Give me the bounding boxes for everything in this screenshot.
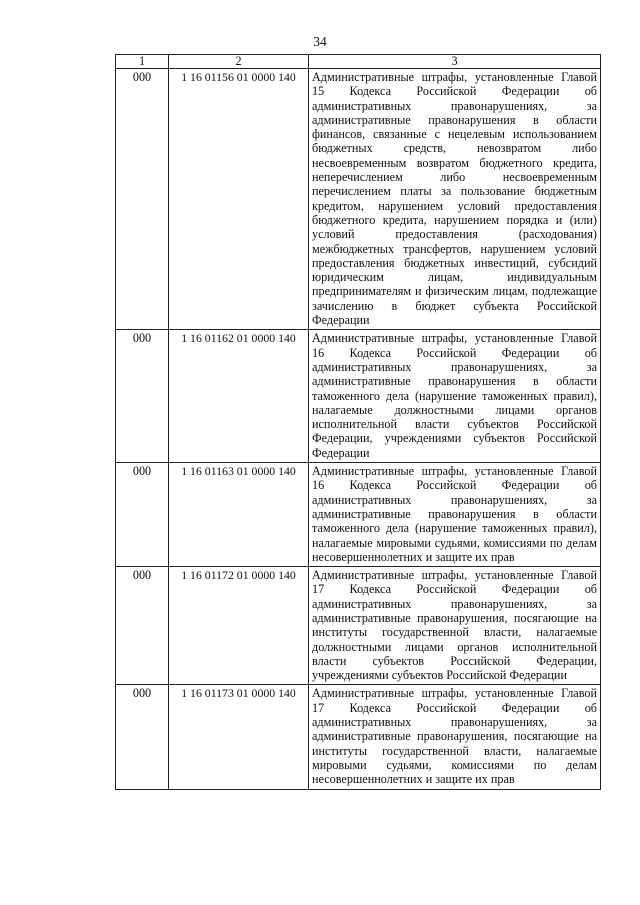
table-row [116,69,601,330]
description-text: Административные штрафы, установленные Главой 16 Кодекса Российской Федерации об административных правонарушениях, за административные правонарушения в области таможенного дела (нарушение таможенных правил), налагаемые должностными лицами органов исполнительной власти субъектов Российской Федерации, учреждениями субъектов Российской Федерации [312,331,597,460]
kbk-code-cell: 1 16 01173 01 0000 140 [169,685,309,789]
description-cell [309,685,601,789]
description-text: Административные штрафы, установленные Главой 15 Кодекса Российской Федерации об административных правонарушениях, за административные правонарушения в области финансов, связанные с нецелевым использованием бюджетных средств, невозвратом либо несвоевременным возвратом бюджетного кредита, неперечислением либо несвоевременным перечислением платы за пользование бюджетным кредитом, нарушением условий предоставления бюджетного кредита, нарушением порядка и (или) условий предоставления (расходования) межбюджетных трансфертов, нарушением условий предоставления бюджетных инвестиций, субсидий юридическим лицам, индивидуальным предпринимателям и физическим лицам, подлежащие зачислению в бюджет субъекта Российской Федерации [312,70,597,328]
kbk-code-cell: 1 16 01162 01 0000 140 [169,330,309,463]
kbk-code-cell: 1 16 01172 01 0000 140 [169,567,309,685]
description-cell [309,330,601,463]
column-header-2: 2 [169,55,309,69]
description-text: Административные штрафы, установленные Главой 16 Кодекса Российской Федерации об административных правонарушениях, за административные правонарушения в области таможенного дела (нарушение таможенных правил), налагаемые мировыми судьями, комиссиями по делам несовершеннолетних и защите их прав [312,464,597,564]
description-text: Административные штрафы, установленные Главой 17 Кодекса Российской Федерации об административных правонарушениях, за административные правонарушения, посягающие на институты государственной власти, налагаемые должностными лицами органов исполнительной власти субъектов Российской Федерации, учреждениями субъектов Российской Федерации [312,568,597,683]
description-text: Административные штрафы, установленные Главой 17 Кодекса Российской Федерации об административных правонарушениях, за административные правонарушения, посягающие на институты государственной власти, налагаемые мировыми судьями, комиссиями по делам несовершеннолетних и защите их прав [312,686,597,787]
kbk-code-cell: 1 16 01163 01 0000 140 [169,463,309,567]
description-cell [309,463,601,567]
description-cell [309,69,601,330]
admin-code-cell: 000 [116,69,169,330]
kbk-code-cell: 1 16 01156 01 0000 140 [169,69,309,330]
table-row [116,463,601,567]
column-header-1: 1 [116,55,169,69]
description-cell [309,567,601,685]
column-header-3: 3 [309,55,601,69]
page-number: 34 [313,34,327,49]
table-header-row [116,55,601,69]
budget-revenue-table [115,54,601,790]
admin-code-cell: 000 [116,330,169,463]
table-row [116,685,601,789]
table-row [116,330,601,463]
admin-code-cell: 000 [116,463,169,567]
admin-code-cell: 000 [116,685,169,789]
table-row [116,567,601,685]
admin-code-cell: 000 [116,567,169,685]
